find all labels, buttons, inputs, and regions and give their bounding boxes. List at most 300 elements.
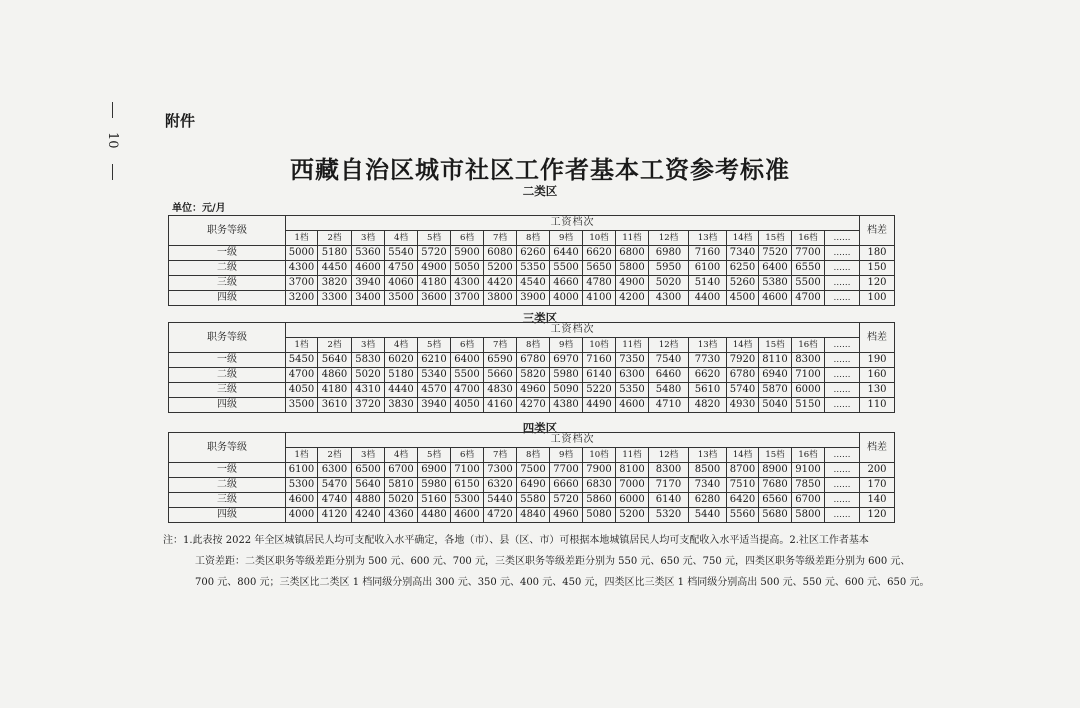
salary-cell: 6100 (286, 463, 318, 478)
salary-cell: 7100 (451, 463, 484, 478)
salary-table (168, 215, 895, 306)
salary-cell: 5080 (583, 508, 616, 523)
table-row (169, 291, 895, 306)
salary-cell: 7340 (727, 246, 759, 261)
salary-cell: 7000 (616, 478, 649, 493)
step-diff-cell: 120 (860, 508, 895, 523)
salary-cell: 5300 (286, 478, 318, 493)
step-header: 9档 (550, 231, 583, 246)
salary-cell: 7160 (689, 246, 727, 261)
table-row (169, 368, 895, 383)
salary-cell: 6660 (550, 478, 583, 493)
salary-cell: 6210 (418, 353, 451, 368)
salary-cell: 3400 (352, 291, 385, 306)
salary-table (168, 432, 895, 523)
salary-cell: 4660 (550, 276, 583, 291)
salary-cell: 4380 (550, 398, 583, 413)
salary-cell: 4600 (451, 508, 484, 523)
salary-cell: 4600 (352, 261, 385, 276)
step-header: 6档 (451, 231, 484, 246)
salary-cell: 7920 (727, 353, 759, 368)
salary-cell: 7510 (727, 478, 759, 493)
table-row (169, 276, 895, 291)
ellipsis-cell: …… (825, 368, 860, 383)
ellipsis-cell: …… (825, 246, 860, 261)
salary-cell: 8500 (689, 463, 727, 478)
salary-cell: 5150 (792, 398, 825, 413)
step-header: 4档 (385, 338, 418, 353)
salary-cell: 6000 (792, 383, 825, 398)
salary-cell: 8300 (792, 353, 825, 368)
salary-cell: 4600 (286, 493, 318, 508)
salary-cell: 4420 (484, 276, 517, 291)
salary-cell: 7680 (759, 478, 792, 493)
step-header: 2档 (318, 338, 352, 353)
step-header: 11档 (616, 338, 649, 353)
step-header: 7档 (484, 448, 517, 463)
salary-cell: 4840 (517, 508, 550, 523)
salary-cell: 6000 (616, 493, 649, 508)
salary-cell: 5870 (759, 383, 792, 398)
header-position-grade: 职务等级 (169, 323, 286, 353)
salary-cell: 6620 (689, 368, 727, 383)
salary-cell: 4180 (418, 276, 451, 291)
step-header: 11档 (616, 231, 649, 246)
salary-cell: 6100 (689, 261, 727, 276)
step-header: 9档 (550, 338, 583, 353)
salary-cell: 6440 (550, 246, 583, 261)
salary-cell: 3500 (385, 291, 418, 306)
salary-cell: 4570 (418, 383, 451, 398)
salary-cell: 6420 (727, 493, 759, 508)
ellipsis-cell: …… (825, 353, 860, 368)
ellipsis-cell: …… (825, 291, 860, 306)
salary-cell: 4240 (352, 508, 385, 523)
step-diff-cell: 130 (860, 383, 895, 398)
salary-cell: 3800 (484, 291, 517, 306)
salary-cell: 5800 (792, 508, 825, 523)
salary-cell: 3600 (418, 291, 451, 306)
salary-cell: 5500 (792, 276, 825, 291)
salary-cell: 5090 (550, 383, 583, 398)
step-diff-cell: 180 (860, 246, 895, 261)
grade-cell: 四级 (169, 398, 286, 413)
salary-cell: 5040 (759, 398, 792, 413)
salary-cell: 4700 (792, 291, 825, 306)
note-line-2: 工资差距：二类区职务等级差距分别为 500 元、600 元、700 元，三类区职务等级差距分别为 550 元、650 元、750 元，四类区职务等级差距分别为 600 元、 (195, 556, 911, 567)
salary-cell: 4450 (318, 261, 352, 276)
salary-cell: 4480 (418, 508, 451, 523)
step-diff-cell: 200 (860, 463, 895, 478)
step-header: 4档 (385, 231, 418, 246)
header-salary-steps: 工资档次 (286, 323, 860, 338)
salary-cell: 6620 (583, 246, 616, 261)
salary-cell: 5020 (649, 276, 689, 291)
salary-cell: 4540 (517, 276, 550, 291)
salary-cell: 6150 (451, 478, 484, 493)
grade-cell: 四级 (169, 291, 286, 306)
salary-cell: 4060 (385, 276, 418, 291)
salary-cell: 4300 (649, 291, 689, 306)
step-header: 1档 (286, 338, 318, 353)
salary-cell: 6970 (550, 353, 583, 368)
step-header: 2档 (318, 448, 352, 463)
salary-cell: 4960 (517, 383, 550, 398)
salary-cell: 4440 (385, 383, 418, 398)
salary-cell: 6500 (352, 463, 385, 478)
salary-cell: 5020 (385, 493, 418, 508)
salary-cell: 8110 (759, 353, 792, 368)
step-diff-cell: 190 (860, 353, 895, 368)
page-number-text: 10 (105, 132, 120, 149)
salary-cell: 4900 (418, 261, 451, 276)
step-header: 12档 (649, 338, 689, 353)
ellipsis-header: …… (825, 231, 860, 246)
salary-cell: 3300 (318, 291, 352, 306)
salary-cell: 5980 (550, 368, 583, 383)
step-header: 2档 (318, 231, 352, 246)
salary-cell: 6940 (759, 368, 792, 383)
step-header: 5档 (418, 231, 451, 246)
salary-cell: 5980 (418, 478, 451, 493)
salary-cell: 5580 (517, 493, 550, 508)
salary-cell: 6980 (649, 246, 689, 261)
step-header: 16档 (792, 338, 825, 353)
ellipsis-header: …… (825, 338, 860, 353)
salary-cell: 5350 (616, 383, 649, 398)
salary-cell: 7520 (759, 246, 792, 261)
salary-cell: 4300 (451, 276, 484, 291)
header-step-diff: 档差 (860, 216, 895, 246)
salary-cell: 4750 (385, 261, 418, 276)
salary-cell: 4700 (286, 368, 318, 383)
step-header: 15档 (759, 231, 792, 246)
salary-cell: 8900 (759, 463, 792, 478)
salary-cell: 4050 (451, 398, 484, 413)
salary-cell: 5820 (517, 368, 550, 383)
salary-cell: 4960 (550, 508, 583, 523)
step-header: 13档 (689, 448, 727, 463)
header-position-grade: 职务等级 (169, 216, 286, 246)
salary-cell: 4720 (484, 508, 517, 523)
header-salary-steps: 工资档次 (286, 433, 860, 448)
salary-cell: 5050 (451, 261, 484, 276)
step-diff-cell: 150 (860, 261, 895, 276)
salary-cell: 6780 (517, 353, 550, 368)
salary-cell: 5610 (689, 383, 727, 398)
table-row (169, 508, 895, 523)
salary-cell: 6300 (318, 463, 352, 478)
salary-cell: 3700 (451, 291, 484, 306)
step-header: 11档 (616, 448, 649, 463)
salary-cell: 5200 (484, 261, 517, 276)
note-line-1: 注：1.此表按 2022 年全区城镇居民人均可支配收入水平确定，各地（市）、县（区、市）可根据本地城镇居民人均可支配收入水平适当提高。2.社区工作者基本 (163, 535, 869, 546)
salary-cell: 6830 (583, 478, 616, 493)
step-header: 3档 (352, 338, 385, 353)
salary-cell: 6020 (385, 353, 418, 368)
salary-cell: 6460 (649, 368, 689, 383)
salary-cell: 5440 (484, 493, 517, 508)
salary-cell: 7170 (649, 478, 689, 493)
header-salary-steps: 工资档次 (286, 216, 860, 231)
grade-cell: 一级 (169, 246, 286, 261)
salary-cell: 5340 (418, 368, 451, 383)
table-row (169, 463, 895, 478)
salary-cell: 6780 (727, 368, 759, 383)
salary-cell: 7340 (689, 478, 727, 493)
step-diff-cell: 100 (860, 291, 895, 306)
salary-cell: 3830 (385, 398, 418, 413)
salary-cell: 4310 (352, 383, 385, 398)
salary-cell: 5720 (418, 246, 451, 261)
salary-cell: 6800 (616, 246, 649, 261)
step-header: 1档 (286, 448, 318, 463)
salary-cell: 5470 (318, 478, 352, 493)
salary-cell: 7100 (792, 368, 825, 383)
table-row (169, 493, 895, 508)
step-diff-cell: 170 (860, 478, 895, 493)
salary-cell: 6140 (649, 493, 689, 508)
salary-cell: 5860 (583, 493, 616, 508)
grade-cell: 三级 (169, 383, 286, 398)
step-header: 10档 (583, 448, 616, 463)
salary-cell: 4780 (583, 276, 616, 291)
grade-cell: 一级 (169, 353, 286, 368)
salary-cell: 5900 (451, 246, 484, 261)
salary-cell: 5160 (418, 493, 451, 508)
attachment-label: 附件 (165, 112, 196, 130)
salary-cell: 4600 (759, 291, 792, 306)
salary-cell: 5220 (583, 383, 616, 398)
salary-cell: 7160 (583, 353, 616, 368)
step-header: 13档 (689, 231, 727, 246)
step-header: 8档 (517, 448, 550, 463)
document-title: 西藏自治区城市社区工作者基本工资参考标准 (290, 155, 790, 184)
step-header: 12档 (649, 448, 689, 463)
salary-cell: 5180 (318, 246, 352, 261)
salary-cell: 3200 (286, 291, 318, 306)
step-header: 14档 (727, 448, 759, 463)
header-step-diff: 档差 (860, 433, 895, 463)
salary-cell: 5500 (550, 261, 583, 276)
salary-cell: 3610 (318, 398, 352, 413)
step-header: 16档 (792, 231, 825, 246)
table-row (169, 478, 895, 493)
step-header: 15档 (759, 338, 792, 353)
salary-cell: 5300 (451, 493, 484, 508)
salary-cell: 7300 (484, 463, 517, 478)
step-header: 10档 (583, 231, 616, 246)
salary-cell: 5560 (727, 508, 759, 523)
salary-cell: 5450 (286, 353, 318, 368)
salary-cell: 4700 (451, 383, 484, 398)
ellipsis-cell: …… (825, 508, 860, 523)
salary-cell: 5650 (583, 261, 616, 276)
table-row (169, 353, 895, 368)
salary-cell: 8700 (727, 463, 759, 478)
grade-cell: 三级 (169, 493, 286, 508)
step-diff-cell: 110 (860, 398, 895, 413)
salary-cell: 7850 (792, 478, 825, 493)
salary-cell: 5810 (385, 478, 418, 493)
salary-cell: 4710 (649, 398, 689, 413)
salary-cell: 6400 (759, 261, 792, 276)
grade-cell: 一级 (169, 463, 286, 478)
ellipsis-header: …… (825, 448, 860, 463)
page-number-dash-top (112, 102, 113, 118)
salary-cell: 5180 (385, 368, 418, 383)
salary-cell: 7500 (517, 463, 550, 478)
salary-cell: 5740 (727, 383, 759, 398)
step-header: 12档 (649, 231, 689, 246)
salary-cell: 4000 (286, 508, 318, 523)
step-header: 5档 (418, 338, 451, 353)
salary-cell: 5020 (352, 368, 385, 383)
header-position-grade: 职务等级 (169, 433, 286, 463)
step-header: 15档 (759, 448, 792, 463)
salary-cell: 4740 (318, 493, 352, 508)
salary-cell: 6140 (583, 368, 616, 383)
salary-cell: 8100 (616, 463, 649, 478)
salary-cell: 3940 (418, 398, 451, 413)
salary-cell: 4300 (286, 261, 318, 276)
salary-cell: 4100 (583, 291, 616, 306)
salary-cell: 3940 (352, 276, 385, 291)
salary-cell: 7900 (583, 463, 616, 478)
zone-label: 二类区 (522, 184, 558, 198)
ellipsis-cell: …… (825, 398, 860, 413)
note-line-3: 700 元、800 元；三类区比二类区 1 档同级分别高出 300 元、350 元、400 元、450 元，四类区比三类区 1 档同级分别高出 500 元、550 元、600 元、650 元。 (195, 577, 930, 588)
salary-cell: 5660 (484, 368, 517, 383)
step-header: 8档 (517, 338, 550, 353)
zone-label: 三类区 (522, 311, 558, 325)
grade-cell: 三级 (169, 276, 286, 291)
salary-cell: 9100 (792, 463, 825, 478)
salary-cell: 4120 (318, 508, 352, 523)
salary-cell: 6700 (385, 463, 418, 478)
step-diff-cell: 160 (860, 368, 895, 383)
salary-cell: 4180 (318, 383, 352, 398)
salary-table (168, 322, 895, 413)
salary-cell: 6900 (418, 463, 451, 478)
step-header: 6档 (451, 448, 484, 463)
grade-cell: 二级 (169, 368, 286, 383)
salary-cell: 4200 (616, 291, 649, 306)
table-row (169, 261, 895, 276)
salary-cell: 5260 (727, 276, 759, 291)
salary-cell: 5350 (517, 261, 550, 276)
unit-label: 单位：元/月 (172, 203, 226, 214)
step-diff-cell: 140 (860, 493, 895, 508)
salary-cell: 4600 (616, 398, 649, 413)
salary-cell: 5830 (352, 353, 385, 368)
salary-cell: 6700 (792, 493, 825, 508)
zone-label: 四类区 (522, 421, 558, 435)
salary-cell: 6260 (517, 246, 550, 261)
salary-cell: 4000 (550, 291, 583, 306)
step-header: 13档 (689, 338, 727, 353)
table-row (169, 398, 895, 413)
salary-cell: 6250 (727, 261, 759, 276)
salary-cell: 5800 (616, 261, 649, 276)
salary-cell: 5360 (352, 246, 385, 261)
salary-cell: 6300 (616, 368, 649, 383)
salary-cell: 4500 (727, 291, 759, 306)
salary-cell: 5320 (649, 508, 689, 523)
step-header: 3档 (352, 448, 385, 463)
step-diff-cell: 120 (860, 276, 895, 291)
table-row (169, 383, 895, 398)
table-row (169, 246, 895, 261)
salary-cell: 6400 (451, 353, 484, 368)
salary-cell: 8300 (649, 463, 689, 478)
step-header: 7档 (484, 231, 517, 246)
salary-cell: 3700 (286, 276, 318, 291)
salary-cell: 6320 (484, 478, 517, 493)
step-header: 5档 (418, 448, 451, 463)
step-header: 6档 (451, 338, 484, 353)
salary-cell: 6560 (759, 493, 792, 508)
salary-cell: 4050 (286, 383, 318, 398)
salary-cell: 6490 (517, 478, 550, 493)
salary-cell: 4400 (689, 291, 727, 306)
step-header: 4档 (385, 448, 418, 463)
salary-cell: 5640 (352, 478, 385, 493)
salary-cell: 3500 (286, 398, 318, 413)
salary-cell: 4490 (583, 398, 616, 413)
step-header: 14档 (727, 231, 759, 246)
notes (163, 530, 930, 593)
ellipsis-cell: …… (825, 478, 860, 493)
salary-cell: 6590 (484, 353, 517, 368)
salary-cell: 5480 (649, 383, 689, 398)
grade-cell: 二级 (169, 478, 286, 493)
salary-cell: 4160 (484, 398, 517, 413)
salary-cell: 5500 (451, 368, 484, 383)
salary-cell: 5000 (286, 246, 318, 261)
salary-cell: 4360 (385, 508, 418, 523)
ellipsis-cell: …… (825, 383, 860, 398)
salary-cell: 3900 (517, 291, 550, 306)
salary-cell: 7700 (550, 463, 583, 478)
step-header: 8档 (517, 231, 550, 246)
salary-cell: 7730 (689, 353, 727, 368)
salary-cell: 5640 (318, 353, 352, 368)
salary-cell: 4830 (484, 383, 517, 398)
ellipsis-cell: …… (825, 463, 860, 478)
salary-cell: 6550 (792, 261, 825, 276)
ellipsis-cell: …… (825, 261, 860, 276)
salary-cell: 7540 (649, 353, 689, 368)
step-header: 10档 (583, 338, 616, 353)
step-header: 3档 (352, 231, 385, 246)
salary-cell: 4270 (517, 398, 550, 413)
salary-cell: 5140 (689, 276, 727, 291)
salary-cell: 5540 (385, 246, 418, 261)
step-header: 14档 (727, 338, 759, 353)
step-header: 1档 (286, 231, 318, 246)
step-header: 9档 (550, 448, 583, 463)
ellipsis-cell: …… (825, 276, 860, 291)
salary-cell: 5200 (616, 508, 649, 523)
salary-cell: 7700 (792, 246, 825, 261)
salary-cell: 6280 (689, 493, 727, 508)
salary-cell: 4880 (352, 493, 385, 508)
salary-cell: 5680 (759, 508, 792, 523)
step-header: 7档 (484, 338, 517, 353)
grade-cell: 四级 (169, 508, 286, 523)
salary-cell: 7350 (616, 353, 649, 368)
